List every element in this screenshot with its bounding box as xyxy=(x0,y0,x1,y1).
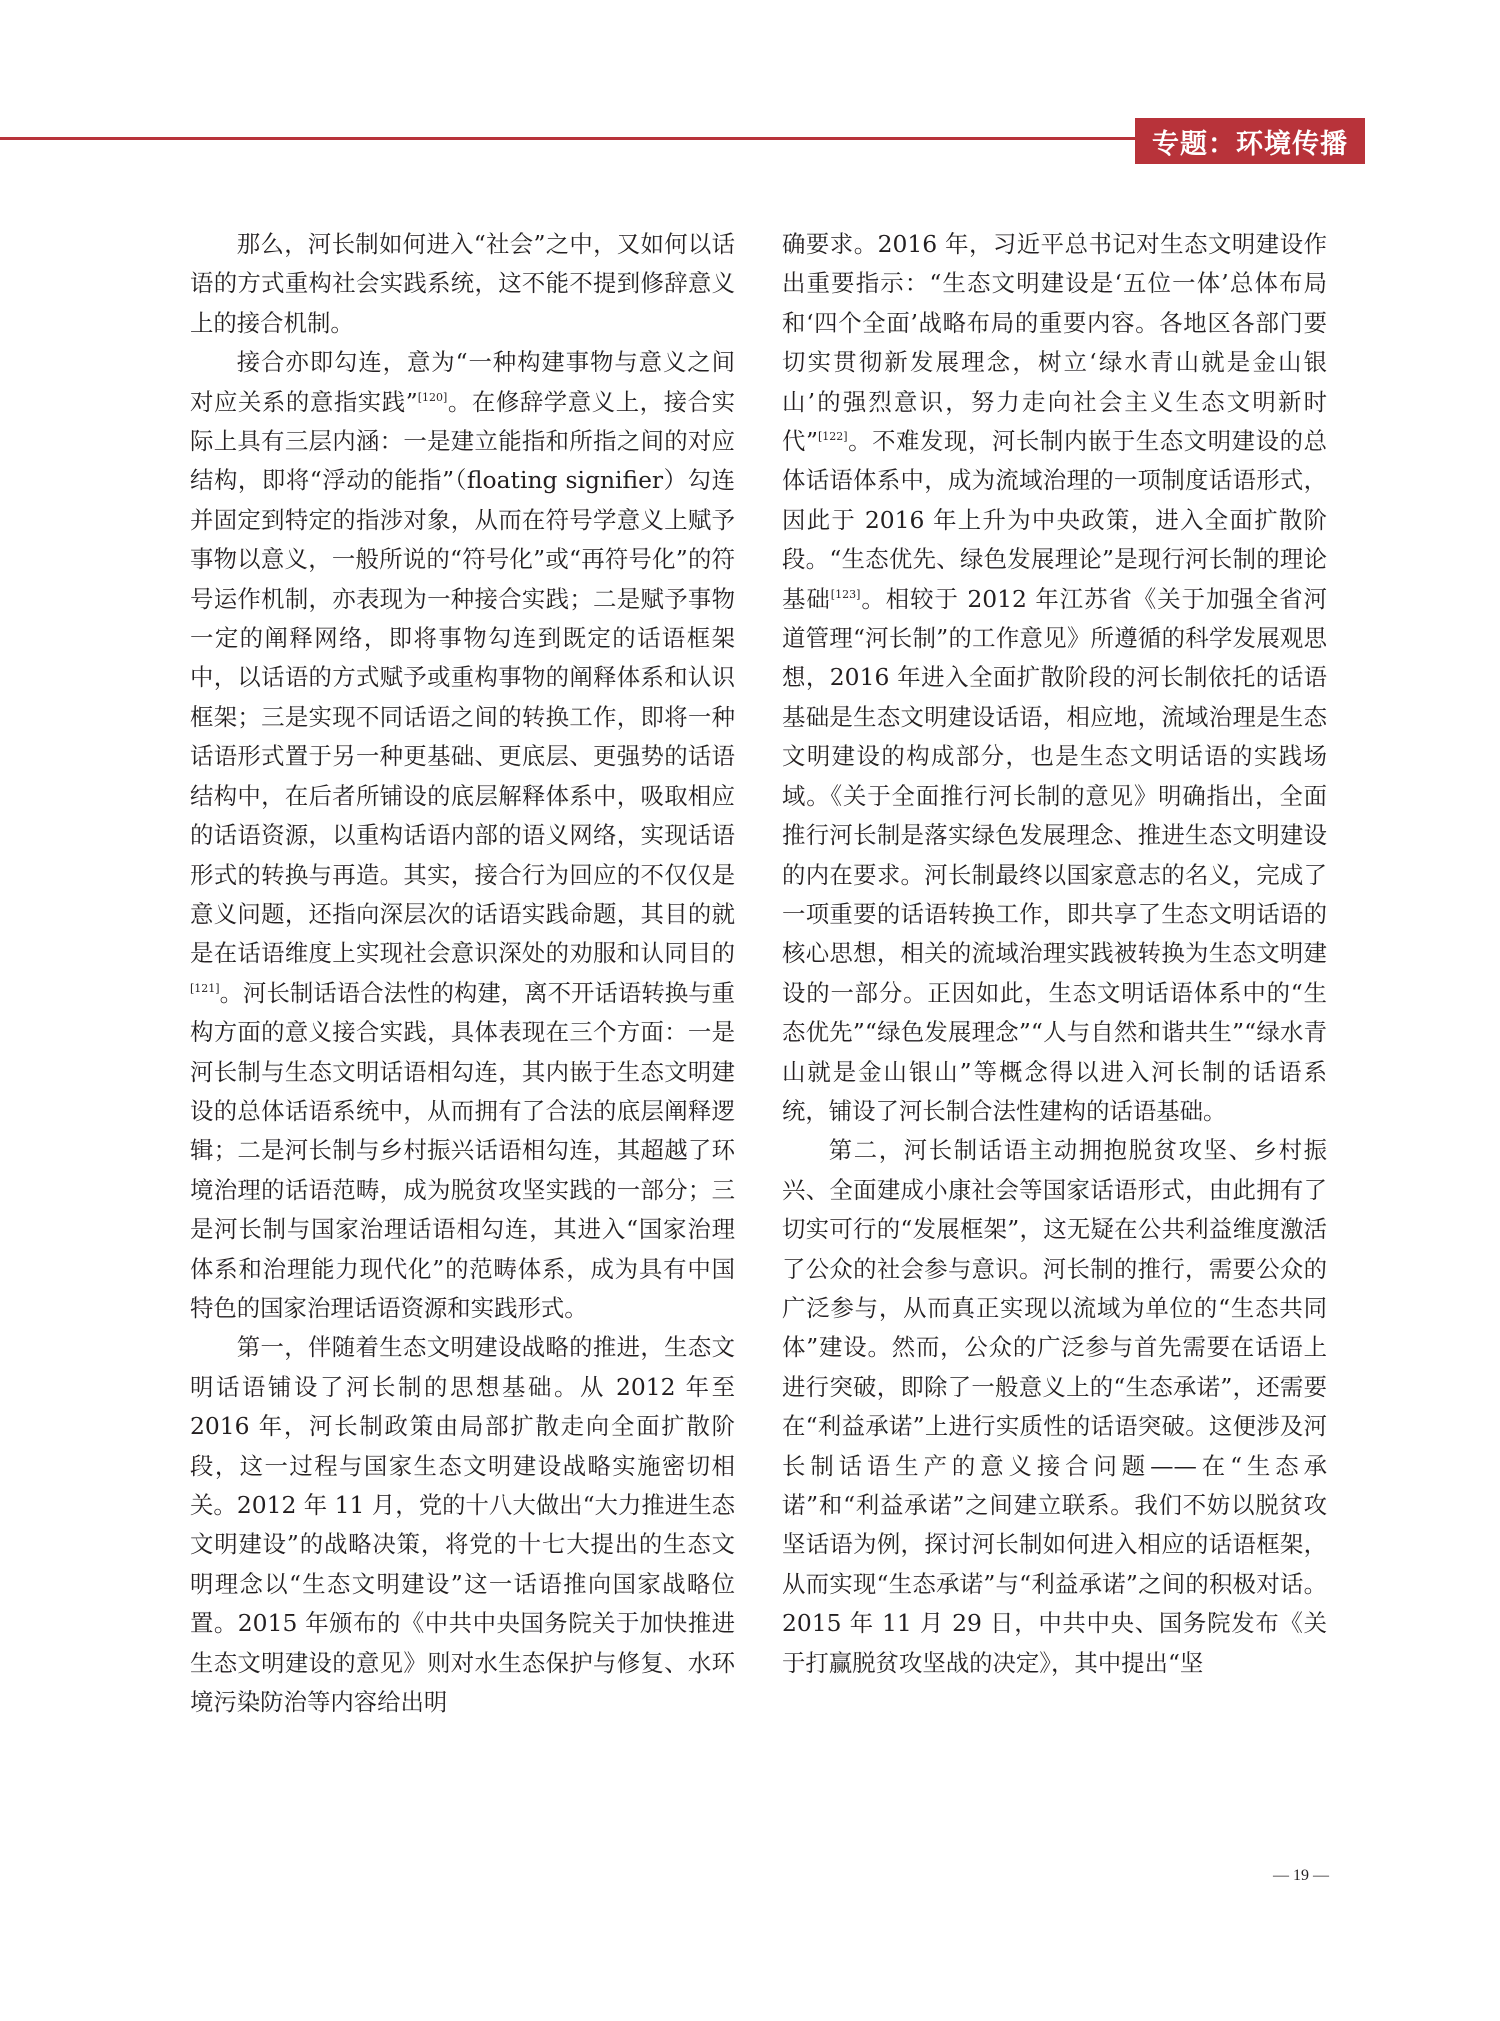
paragraph xyxy=(782,1131,1327,1683)
page-number: — 19 — xyxy=(1273,1867,1329,1884)
paragraph-text: 第二，河长制话语主动拥抱脱贫攻坚、乡村振兴、全面建成小康社会等国家话语形式，由此拥有了切实可行的“发展框架”，这无疑在公共利益维度激活了公众的社会参与意识。河长制的推行，需要公众的广泛参与，从而真正实现以流域为单位的“生态共同体”建设。然而，公众的广泛参与首先需要在话语上进行突破，即除了一般意义上的“生态承诺”，还需要在“利益承诺”上进行实质性的话语突破。这便涉及河长制话语生产的意义接合问题——在“生态承诺”和“利益承诺”之间建立联系。我们不妨以脱贫攻坚话语为例，探讨河长制如何进入相应的话语框架，从而实现“生态承诺”与“利益承诺”之间的积极对话。2015 年 11 月 29 日，中共中央、国务院发布《关于打赢脱贫攻坚战的决定》，其中提出“坚 xyxy=(782,1136,1327,1677)
paragraph-text: 。相较于 2012 年江苏省《关于加强全省河道管理“河长制”的工作意见》所遵循的科学发展观思想，2016 年进入全面扩散阶段的河长制依托的话语基础是生态文明建设话语，相应地，流域治理是生态文明建设的构成部分，也是生态文明话语的实践场域。《关于全面推行河长制的意见》明确指出，全面推行河长制是落实绿色发展理念、推进生态文明建设的内在要求。河长制最终以国家意志的名义，完成了一项重要的话语转换工作，即共享了生态文明话语的核心思想，相关的流域治理实践被转换为生态文明建设的一部分。正因如此，生态文明话语体系中的“生态优先”“绿色发展理念”“人与自然和谐共生”“绿水青山就是金山银山”等概念得以进入河长制的话语系统，铺设了河长制合法性建构的话语基础。 xyxy=(782,584,1327,1125)
paragraph xyxy=(190,343,735,1328)
paragraph-text: 。不难发现，河长制内嵌于生态文明建设的总体话语体系中，成为流域治理的一项制度话语形式，因此于 2016 年上升为中央政策，进入全面扩散阶段。“生态优先、绿色发展理论”是现行河长制的理论基础 xyxy=(782,427,1327,613)
citation-ref: [122] xyxy=(817,430,848,444)
paragraph xyxy=(190,1328,735,1722)
section-banner xyxy=(1135,118,1365,164)
citation-ref: [123] xyxy=(830,587,861,601)
citation-ref: [121] xyxy=(190,981,220,995)
section-label: 专题：环境传播 xyxy=(1152,128,1348,160)
paragraph-text: 接合亦即勾连，意为“一种构建事物与意义之间对应关系的意指实践” xyxy=(190,348,735,416)
right-column xyxy=(782,225,1327,1683)
paragraph-text: 。河长制话语合法性的构建，离不开话语转换与重构方面的意义接合实践，具体表现在三个方面：一是河长制与生态文明话语相勾连，其内嵌于生态文明建设的总体话语系统中，从而拥有了合法的底层阐释逻辑；二是河长制与乡村振兴话语相勾连，其超越了环境治理的话语范畴，成为脱贫攻坚实践的一部分；三是河长制与国家治理话语相勾连，其进入“国家治理体系和治理能力现代化”的范畴体系，成为具有中国特色的国家治理话语资源和实践形式。 xyxy=(190,978,735,1322)
left-column xyxy=(190,225,735,1722)
paragraph-text: 确要求。2016 年，习近平总书记对生态文明建设作出重要指示：“生态文明建设是‘五位一体’总体布局和‘四个全面’战略布局的重要内容。各地区各部门要切实贯彻新发展理念，树立‘绿水青山就是金山银山’的强烈意识，努力走向社会主义生态文明新时代” xyxy=(782,230,1327,456)
paragraph xyxy=(190,225,735,343)
paragraph xyxy=(782,225,1327,1131)
paragraph-text: 第一，伴随着生态文明建设战略的推进，生态文明话语铺设了河长制的思想基础。从 2012 年至 2016 年，河长制政策由局部扩散走向全面扩散阶段，这一过程与国家生态文明建设战略实施密切相关。2012 年 11 月，党的十八大做出“大力推进生态文明建设”的战略决策，将党的十七大提出的生态文明理念以“生态文明建设”这一话语推向国家战略位置。2015 年颁布的《中共中央国务院关于加快推进生态文明建设的意见》则对水生态保护与修复、水环境污染防治等内容给出明 xyxy=(190,1333,735,1717)
paragraph-text: 那么，河长制如何进入“社会”之中，又如何以话语的方式重构社会实践系统，这不能不提到修辞意义上的接合机制。 xyxy=(190,230,735,337)
citation-ref: [120] xyxy=(417,390,448,404)
paragraph-text: 。在修辞学意义上，接合实际上具有三层内涵：一是建立能指和所指之间的对应结构，即将“浮动的能指”（floating signifier）勾连并固定到特定的指涉对象，从而在符号学意义上赋予事物以意义，一般所说的“符号化”或“再符号化”的符号运作机制，亦表现为一种接合实践；二是赋予事物一定的阐释网络，即将事物勾连到既定的话语框架中，以话语的方式赋予或重构事物的阐释体系和认识框架；三是实现不同话语之间的转换工作，即将一种话语形式置于另一种更基础、更底层、更强势的话语结构中，在后者所铺设的底层解释体系中，吸取相应的话语资源，以重构话语内部的语义网络，实现话语形式的转换与再造。其实，接合行为回应的不仅仅是意义问题，还指向深层次的话语实践命题，其目的就是在话语维度上实现社会意识深处的劝服和认同目的 xyxy=(190,387,735,968)
header-rule xyxy=(0,137,1145,140)
